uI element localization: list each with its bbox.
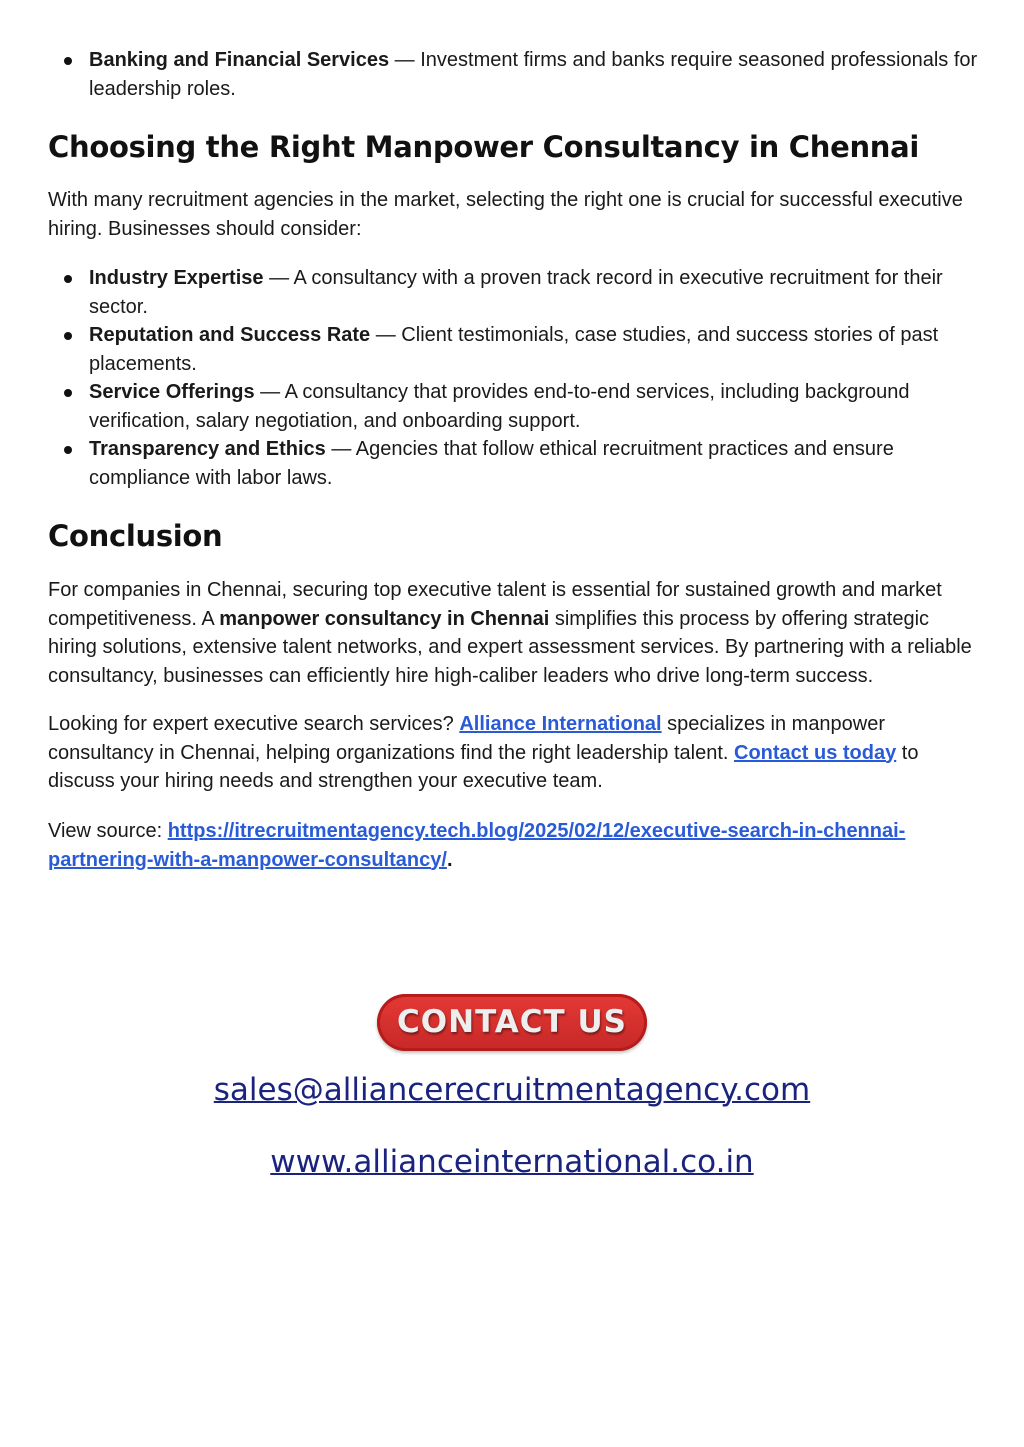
- text: simplifies this process by offering strategic hiring solutions, extensive talent networks, and expert assessment services. By partnering with a reliable consultancy, businesses can efficiently hire high-caliber leaders who drive long-term success.: [48, 607, 972, 687]
- source-paragraph: [48, 817, 948, 874]
- text: Looking for expert executive search services?: [48, 713, 460, 735]
- item-text: — Investment firms and banks require seasoned professionals for leadership roles.: [89, 49, 978, 100]
- source-label: View source:: [48, 820, 168, 842]
- period: .: [446, 848, 453, 871]
- item-title: Reputation and Success Rate: [89, 324, 371, 346]
- email-row: [0, 1072, 1024, 1108]
- conclusion-paragraph: [48, 576, 980, 690]
- email-link[interactable]: sales@alliancerecruitmentagency.com: [213, 1072, 811, 1108]
- item-text: — A consultancy that provides end-to-end services, including background verification, salary negotiation, and onboarding support.: [89, 381, 910, 432]
- top-list: [48, 46, 980, 103]
- text: to discuss your hiring needs and strengthen your executive team.: [48, 741, 919, 792]
- item-text: — Agencies that follow ethical recruitment practices and ensure compliance with labor laws.: [89, 438, 894, 489]
- item-title: Service Offerings: [89, 381, 255, 403]
- cta-paragraph: [48, 710, 980, 796]
- source-link[interactable]: https://itrecruitmentagency.tech.blog/2025/02/12/executive-search-in-chennai-partnering-with-a-manpower-consultancy/: [48, 820, 906, 871]
- section-heading: [48, 129, 980, 165]
- list-item: [48, 264, 980, 321]
- item-text: — Client testimonials, case studies, and success stories of past placements.: [89, 324, 939, 375]
- intro-text: With many recruitment agencies in the market, selecting the right one is crucial for successful executive hiring. Businesses should consider:: [48, 189, 963, 240]
- conclusion-heading: [48, 518, 980, 554]
- item-text: — A consultancy with a proven track record in executive recruitment for their sector.: [89, 267, 943, 318]
- item-title: Transparency and Ethics: [89, 438, 326, 460]
- text: For companies in Chennai, securing top executive talent is essential for sustained growth and market competitiveness. A: [48, 579, 942, 630]
- alliance-international-link[interactable]: Alliance International: [459, 713, 662, 735]
- list-item: [48, 321, 980, 378]
- list-item: [48, 378, 980, 435]
- contact-us-button[interactable]: CONTACT US: [377, 994, 647, 1051]
- item-title: Banking and Financial Services: [89, 49, 390, 71]
- heading-text: Choosing the Right Manpower Consultancy in Chennai: [48, 130, 920, 164]
- list-item: [48, 435, 980, 492]
- website-row: [0, 1144, 1024, 1180]
- section-intro: [48, 186, 980, 243]
- text: specializes in manpower consultancy in Chennai, helping organizations find the right leadership talent.: [48, 713, 886, 764]
- contact-us-link[interactable]: Contact us today: [734, 741, 897, 764]
- criteria-list: [48, 264, 980, 492]
- website-link[interactable]: www.allianceinternational.co.in: [270, 1144, 754, 1180]
- bold-text: manpower consultancy in Chennai: [219, 607, 550, 630]
- item-title: Industry Expertise: [89, 267, 264, 289]
- heading-text: Conclusion: [48, 519, 223, 553]
- list-item: [48, 46, 980, 103]
